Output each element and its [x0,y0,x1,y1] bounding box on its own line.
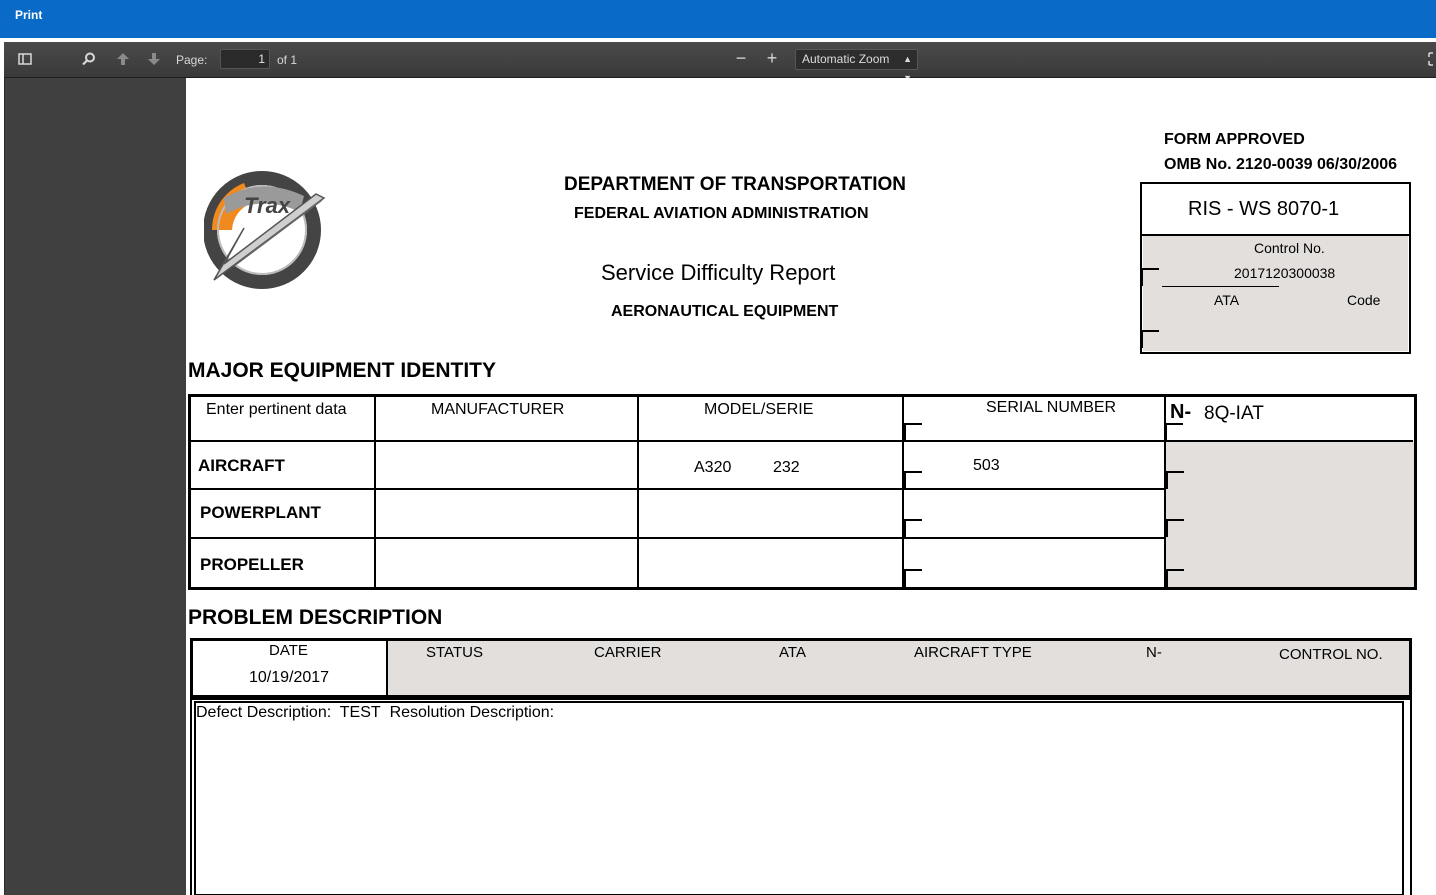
agency-heading: FEDERAL AVIATION ADMINISTRATION [574,205,869,222]
serial-header: SERIAL NUMBER [986,399,1117,416]
search-icon[interactable] [80,51,98,69]
previous-page-icon[interactable] [114,51,132,69]
sidebar-toggle-icon[interactable] [16,51,34,69]
aircraft-model: A320 [694,459,732,476]
trax-logo [204,168,334,298]
problem-section-title: PROBLEM DESCRIPTION [188,606,443,629]
n-prefix: N- [1170,401,1192,423]
thumbnail-sidebar [5,78,186,895]
pertinent-data-header: Enter pertinent data [206,401,347,418]
logo-text: Trax [244,193,291,218]
window-titlebar [0,0,1436,38]
status-header: STATUS [426,644,483,661]
equipment-n-column-shade [1166,442,1414,587]
aircraft-row-label: AIRCRAFT [198,456,285,475]
code-label: Code [1347,292,1381,308]
report-title: Service Difficulty Report [601,260,836,285]
field-corner-mark [1166,569,1184,587]
control-no-header: CONTROL NO. [1279,646,1383,663]
ata-label: ATA [1214,292,1240,308]
description-box [194,701,1404,895]
defect-description-label: Defect Description: [196,704,332,721]
defect-description-value: TEST [339,704,381,721]
field-corner-mark [1141,330,1159,348]
field-corner-mark [904,471,922,489]
field-corner-mark [904,423,922,441]
field-corner-mark [1166,519,1184,537]
pdf-page [186,78,1436,895]
page-label: Page: [176,53,208,67]
control-no-label: Control No. [1254,240,1325,256]
aircraft-series: 232 [773,459,800,476]
report-subtitle: AERONAUTICAL EQUIPMENT [611,303,839,320]
fullscreen-icon[interactable] [1424,51,1436,69]
zoom-select[interactable] [795,49,918,70]
propeller-row-label: PROPELLER [200,555,304,574]
manufacturer-header: MANUFACTURER [431,401,565,418]
zoom-in-button[interactable]: + [766,48,778,68]
ris-number: RIS - WS 8070-1 [1188,198,1340,220]
ata-header: ATA [779,644,806,661]
description-line [196,704,554,722]
n-header: N- [1146,644,1162,661]
window-title: Print [15,8,43,22]
equipment-section-title: MAJOR EQUIPMENT IDENTITY [188,359,497,382]
form-approved-label: FORM APPROVED [1164,131,1305,148]
next-page-icon[interactable] [145,51,163,69]
aircraft-serial: 503 [973,457,1000,474]
field-corner-mark [1165,423,1183,441]
field-corner-mark [904,519,922,537]
field-corner-mark [1166,471,1184,489]
date-value: 10/19/2017 [249,669,330,686]
department-heading: DEPARTMENT OF TRANSPORTATION [564,174,906,195]
problem-header-shade [388,641,1409,695]
date-label: DATE [269,642,308,659]
aircraft-type-header: AIRCRAFT TYPE [914,644,1032,661]
field-corner-mark [1141,268,1159,286]
powerplant-row-label: POWERPLANT [200,503,321,522]
zoom-out-button[interactable]: − [735,48,747,68]
model-header: MODEL/SERIE [704,401,814,418]
page-number-input[interactable]: 1 [220,49,270,69]
resolution-description-label: Resolution Description: [389,704,555,721]
n-number-value: 8Q-IAT [1204,403,1264,424]
carrier-header: CARRIER [594,644,662,661]
control-no-value: 2017120300038 [1234,265,1336,281]
field-corner-mark [904,569,922,587]
pdf-toolbar [4,42,1436,78]
select-arrows-icon: ▲ [903,54,912,64]
omb-number: OMB No. 2120-0039 06/30/2006 [1164,156,1398,173]
zoom-select-value: Automatic Zoom [802,52,890,66]
page-count: of 1 [277,53,298,67]
